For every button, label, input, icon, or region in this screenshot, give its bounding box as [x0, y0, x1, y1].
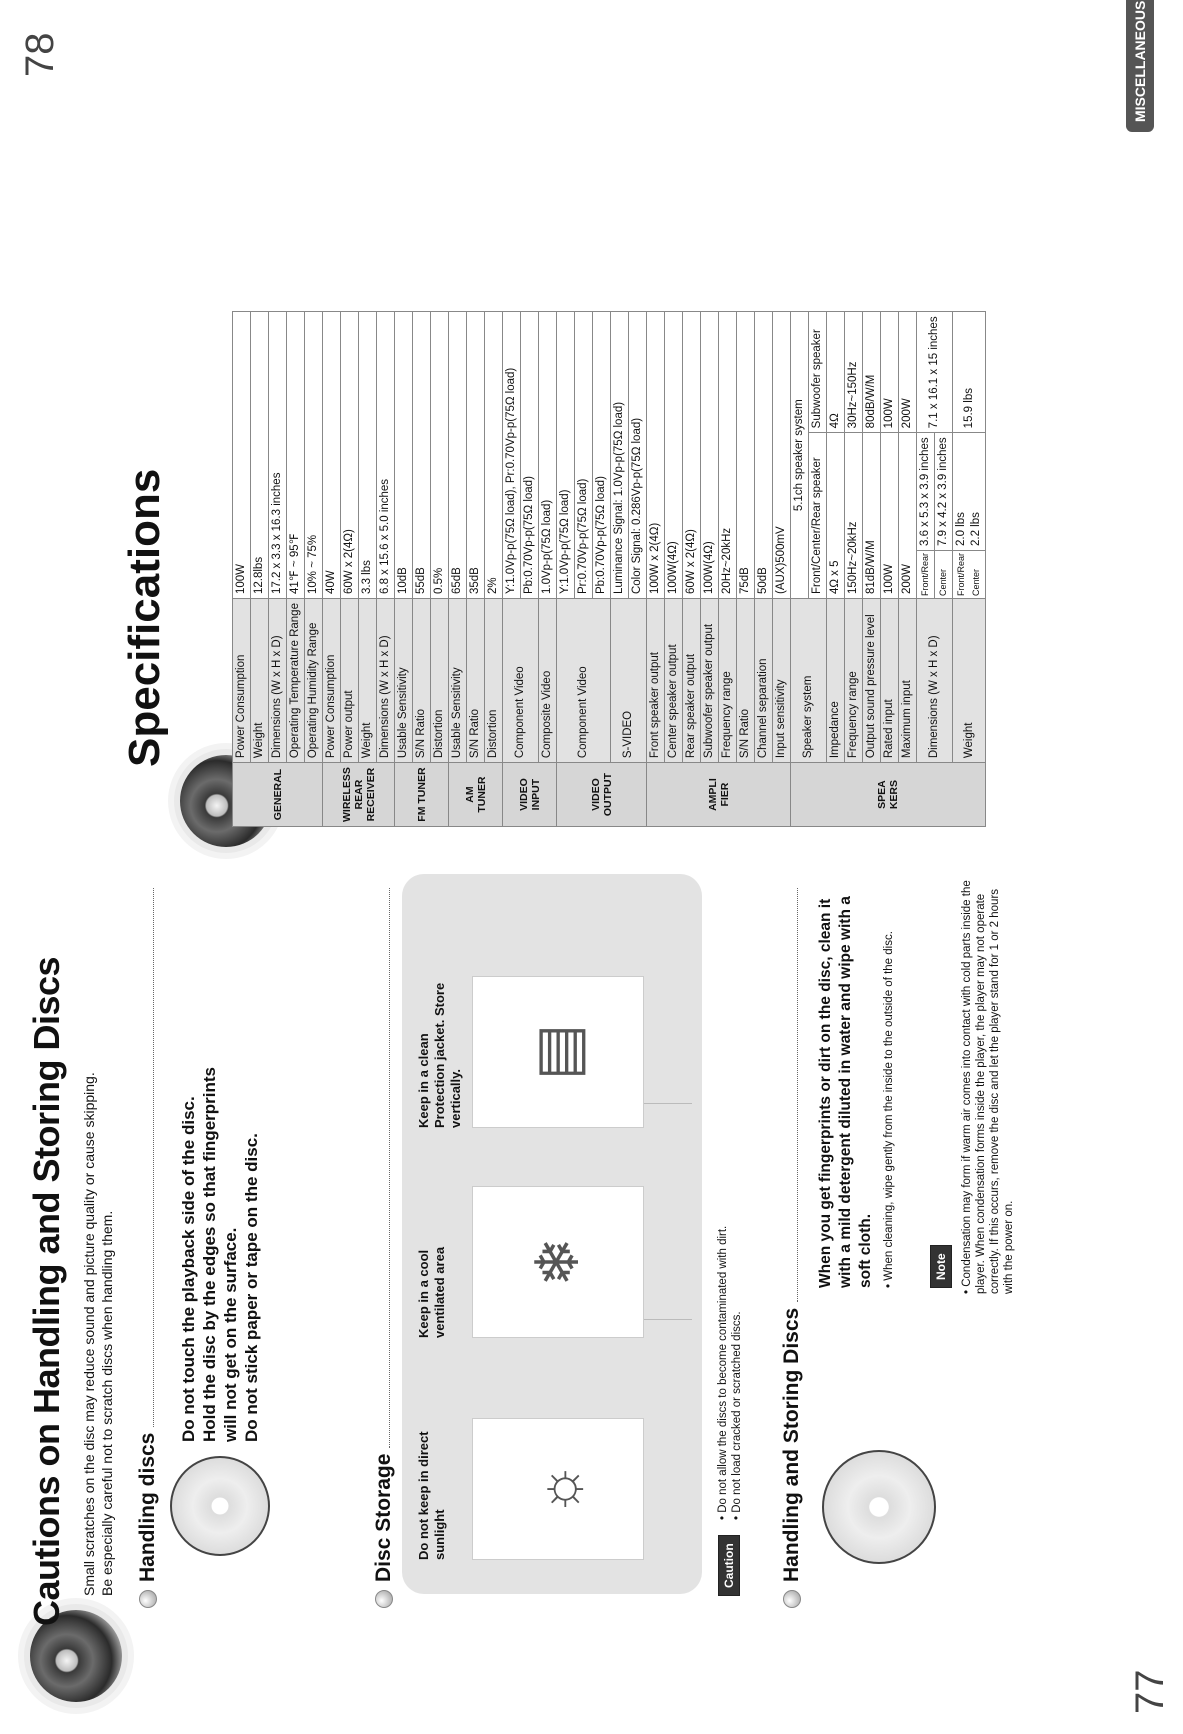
spec-label: Center speaker output: [665, 599, 683, 763]
spec-table: [232, 311, 986, 827]
spec-value: 6.8 x 15.6 x 5.0 inches: [377, 312, 395, 599]
spec-label: Component Video: [557, 599, 611, 763]
spec-value: 41℉ ~ 95℉: [287, 312, 305, 599]
spec-label: Speaker system: [791, 599, 827, 763]
spec-row: [323, 312, 341, 827]
spec-value: 4Ω x 5: [827, 433, 845, 599]
spec-body: [233, 312, 986, 827]
spec-row: [305, 312, 323, 827]
spec-value: 10dB: [395, 312, 413, 599]
spec-value: 40W: [323, 312, 341, 599]
page-number: 78: [18, 32, 62, 77]
spec-row: [881, 312, 899, 827]
spec-category: AMPLI FIER: [647, 763, 791, 827]
spec-label: Weight: [251, 599, 269, 763]
spec-row: [791, 312, 809, 827]
spec-category: VIDEO OUTPUT: [557, 763, 647, 827]
spec-value: 7.9 x 4.2 x 3.9 inches: [935, 433, 953, 551]
spec-row: [719, 312, 737, 827]
spec-row: [341, 312, 359, 827]
spec-row: [503, 312, 521, 827]
spec-value: 150Hz~20kHz: [845, 433, 863, 599]
spec-row: [251, 312, 269, 827]
note-badge: Note: [930, 1245, 952, 1288]
handling-storing-bold: When you get fingerprints or dirt on the disc, clean it with a mild detergent diluted in water and wipe with a soft cloth.: [817, 896, 874, 1288]
intro-text: [80, 1072, 116, 1596]
spec-label: Dimensions (W x H x D): [269, 599, 287, 763]
spec-value: 5.1ch speaker system: [791, 312, 809, 599]
spec-value: 100W: [881, 433, 899, 599]
spec-label: Channel separation: [755, 599, 773, 763]
intro-line-1: Small scratches on the disc may reduce sound and picture quality or cause skipping.: [81, 1072, 97, 1596]
spec-row: [539, 312, 557, 827]
fan-icon: ❄: [472, 1186, 644, 1338]
spec-value: Pb:0.70Vp-p(75Ω load): [521, 312, 539, 599]
spec-label: Frequency range: [845, 599, 863, 763]
spec-label: Subwoofer speaker output: [701, 599, 719, 763]
spec-value: Y:1.0Vp-p(75Ω load), Pr:0.70Vp-p(75Ω load): [503, 312, 521, 599]
handling-line-4: Do not stick paper or tape on the disc.: [242, 1133, 261, 1442]
caution-badge: Caution: [718, 1535, 740, 1596]
handling-line-1: Do not touch the playback side of the disc.: [179, 1096, 198, 1442]
caution-item: • Do not load cracked or scratched discs.: [731, 1311, 743, 1520]
spec-row: [467, 312, 485, 827]
spec-row: [665, 312, 683, 827]
spec-label: Component Video: [503, 599, 539, 763]
sun-icon: ☼: [472, 1418, 644, 1560]
spec-row: [827, 312, 845, 827]
spec-category: WIRELESS REAR RECEIVER: [323, 763, 395, 827]
section-tab: MISCELLANEOUS: [1126, 0, 1154, 132]
disc-case-icon: ▤: [472, 976, 644, 1128]
left-page: [0, 867, 1183, 1734]
spec-row: [449, 312, 467, 827]
spec-value: 75dB: [737, 312, 755, 599]
spec-label: Rated input: [881, 599, 899, 763]
spec-category: GENERAL: [233, 763, 323, 827]
spec-row: [485, 312, 503, 827]
page-title: Specifications: [120, 468, 169, 767]
spec-label: Front speaker output: [647, 599, 665, 763]
spec-value: Y:1.0Vp-p(75Ω load): [557, 312, 575, 599]
spec-label: Power output: [341, 599, 359, 763]
spec-value: 100W x 2(4Ω): [647, 312, 665, 599]
spec-label: Power Consumption: [233, 599, 251, 763]
spec-label: Usable Sensitivity: [395, 599, 413, 763]
spec-label: Maximum input: [899, 599, 917, 763]
spec-row: [395, 312, 413, 827]
spec-value: 17.2 x 3.3 x 16.3 inches: [269, 312, 287, 599]
spec-value: 80dB/W/M: [863, 312, 881, 433]
intro-line-2: Be especially careful not to scratch discs when handling them.: [99, 1210, 115, 1596]
caution-item: • Do not allow the discs to become contaminated with dirt.: [717, 1225, 729, 1520]
spec-value: 200W: [899, 433, 917, 599]
section-bullet-icon: [783, 1590, 801, 1608]
spec-subtag-stack: Front/Rear Center: [953, 551, 986, 599]
section-handling-storing: [780, 888, 804, 1608]
spec-value: 3.6 x 5.3 x 3.9 inches: [917, 433, 935, 551]
spec-label: S/N Ratio: [737, 599, 755, 763]
spec-row: [755, 312, 773, 827]
spec-label: Weight: [359, 599, 377, 763]
spec-row: [737, 312, 755, 827]
spec-value: 100W(4Ω): [665, 312, 683, 599]
spec-label: Dimensions (W x H x D): [917, 599, 953, 763]
spec-value: 60W x 2(4Ω): [341, 312, 359, 599]
spec-category: SPEA KERS: [791, 763, 986, 827]
spec-col-header: Subwoofer speaker: [809, 312, 827, 433]
spec-row: [683, 312, 701, 827]
spec-value: 100W: [881, 312, 899, 433]
spec-label: Output sound pressure level: [863, 599, 881, 763]
spec-row: [647, 312, 665, 827]
spec-row: [917, 312, 935, 827]
note-text: • Condensation may form if warm air comes into contact with cold parts inside the player. When condensation forms inside the player, the player may not operate correctly. If this occurs, remove the disc and let the player stand for 1 or 2 hours with the power on.: [961, 880, 1015, 1294]
spec-label: Weight: [953, 599, 986, 763]
spec-category: AM TUNER: [449, 763, 503, 827]
section-bullet-icon: [139, 1590, 157, 1608]
storage-item-cool: [416, 1138, 686, 1338]
caution-list: [716, 1226, 744, 1520]
spec-value: 10% ~ 75%: [305, 312, 323, 599]
spec-label: Impedance: [827, 599, 845, 763]
storage-caption: Keep in a cool ventilated area: [416, 1246, 447, 1338]
spec-category: VIDEO INPUT: [503, 763, 557, 827]
spec-row: [233, 312, 251, 827]
dotted-rule: [787, 888, 798, 1302]
spec-row: [611, 312, 629, 827]
spec-value: 4Ω: [827, 312, 845, 433]
spec-col-header: Front/Center/Rear speaker: [809, 433, 827, 599]
handling-storing-bullet: • When cleaning, wipe gently from the inside to the outside of the disc.: [883, 931, 895, 1288]
spec-label: Usable Sensitivity: [449, 599, 467, 763]
spec-value: 1.0Vp-p(75Ω load): [539, 312, 557, 599]
spec-value: 81dB/W/M: [863, 433, 881, 599]
spec-row: [953, 312, 986, 827]
handling-line-3: will not get on the surface.: [221, 1227, 240, 1442]
spec-value: 50dB: [755, 312, 773, 599]
spec-row: [377, 312, 395, 827]
dotted-rule: [379, 888, 390, 1448]
storage-item-sunlight: [416, 1360, 686, 1560]
spec-label: Dimensions (W x H x D): [377, 599, 395, 763]
disc-storage-panel: [402, 874, 702, 1594]
spec-row: [557, 312, 575, 827]
spec-row: [899, 312, 917, 827]
spec-label: Frequency range: [719, 599, 737, 763]
section-heading: Handling discs: [136, 1432, 159, 1582]
storage-caption: Keep in a clean Protection jacket. Store vertically.: [416, 982, 463, 1128]
spec-value: 2%: [485, 312, 503, 599]
spec-value: 20Hz~20kHz: [719, 312, 737, 599]
spec-label: Operating Humidity Range: [305, 599, 323, 763]
spec-value: 35dB: [467, 312, 485, 599]
spec-value: 55dB: [413, 312, 431, 599]
spec-row: [863, 312, 881, 827]
spec-row: [773, 312, 791, 827]
section-heading: Handling and Storing Discs: [780, 1307, 803, 1582]
spec-value: 200W: [899, 312, 917, 433]
hand-holding-disc-icon: [170, 1456, 270, 1556]
spec-row: [431, 312, 449, 827]
spec-label: S/N Ratio: [467, 599, 485, 763]
spec-value: Pb:0.70Vp-p(75Ω load): [593, 312, 611, 599]
storage-item-jacket: [416, 898, 686, 1128]
spec-label: Rear speaker output: [683, 599, 701, 763]
storage-caption: Do not keep in direct sunlight: [416, 1431, 447, 1560]
spec-label: Distortion: [431, 599, 449, 763]
spec-label: S/N Ratio: [413, 599, 431, 763]
spec-value: 65dB: [449, 312, 467, 599]
spec-row: [845, 312, 863, 827]
spec-row: [287, 312, 305, 827]
spec-value: 30Hz~150Hz: [845, 312, 863, 433]
spec-value: 15.9 lbs: [953, 312, 986, 433]
spec-label: Distortion: [485, 599, 503, 763]
page-title: Cautions on Handling and Storing Discs: [26, 956, 67, 1626]
spec-value: 100W: [233, 312, 251, 599]
section-disc-storage: [372, 888, 396, 1608]
spec-value: 12.8lbs: [251, 312, 269, 599]
spec-value-stack: 2.0 lbs 2.2 lbs: [953, 433, 986, 551]
section-heading: Disc Storage: [372, 1453, 395, 1582]
spec-category: FM TUNER: [395, 763, 449, 827]
spec-value: 3.3 lbs: [359, 312, 377, 599]
spec-value: 0.5%: [431, 312, 449, 599]
spec-value: Pr:0.70Vp-p(75Ω load): [575, 312, 593, 599]
spec-subtag: Center: [935, 551, 953, 599]
section-bullet-icon: [375, 1590, 393, 1608]
spec-row: [413, 312, 431, 827]
spec-value: (AUX)500mV: [773, 312, 791, 599]
handling-line-2: Hold the disc by the edges so that fingerprints: [200, 1067, 219, 1442]
spec-value: 100W(4Ω): [701, 312, 719, 599]
spec-row: [269, 312, 287, 827]
spec-label: Power Consumption: [323, 599, 341, 763]
spec-subtag: Front/Rear: [917, 551, 935, 599]
spec-value: Luminance Signal: 1.0Vp-p(75Ω load): [611, 312, 629, 599]
spec-value: 7.1 x 16.1 x 15 inches: [917, 312, 953, 433]
spec-label: Operating Temperature Range: [287, 599, 305, 763]
spec-label: Composite Video: [539, 599, 557, 763]
spec-row: [359, 312, 377, 827]
page-number: 77: [1128, 1669, 1172, 1714]
cleaning-disc-icon: [822, 1450, 936, 1564]
section-handling-discs: [136, 888, 160, 1608]
spec-row: [701, 312, 719, 827]
dotted-rule: [143, 888, 154, 1427]
spec-label: Input sensitivity: [773, 599, 791, 763]
handling-discs-text: [178, 1067, 262, 1442]
spec-value: Color Signal: 0.286Vp-p(75Ω load): [629, 312, 647, 599]
spec-label: S-VIDEO: [611, 599, 647, 763]
spec-value: 60W x 2(4Ω): [683, 312, 701, 599]
